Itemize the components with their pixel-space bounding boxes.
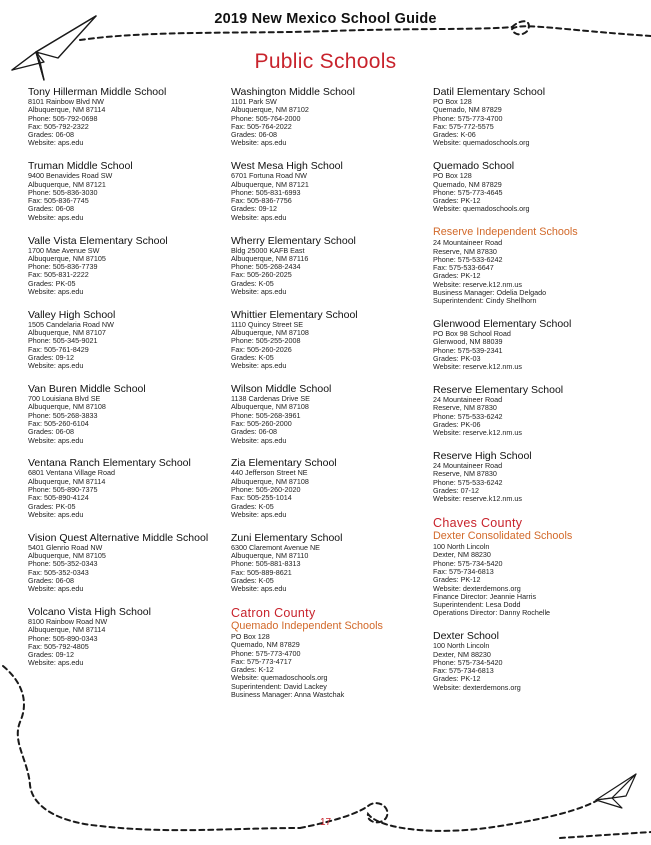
entry-detail-line: Website: aps.edu — [231, 584, 287, 594]
school-entry — [28, 383, 228, 445]
entry-detail-line: Website: aps.edu — [231, 509, 287, 519]
entry-detail-line: Phone: 575-533-6242 — [433, 411, 503, 421]
school-entry — [28, 309, 228, 371]
school-name: Zuni Elementary School — [231, 531, 343, 544]
school-entry — [28, 235, 228, 297]
entry-detail-line: Phone: 505-345-9021 — [28, 336, 98, 346]
entry-detail-line: Quemado, NM 87829 — [231, 640, 300, 650]
entry-detail-line: Finance Director: Jeannie Harris — [433, 591, 537, 601]
entry-detail-line: Fax: 575-734-6813 — [433, 566, 494, 576]
entry-detail-line: Website: aps.edu — [28, 287, 84, 297]
entry-detail-line: PO Box 98 School Road — [433, 329, 511, 339]
entry-detail-line: Grades: PK-12 — [433, 575, 481, 585]
entry-detail-line: Website: reserve.k12.nm.us — [433, 362, 522, 372]
entry-detail-line: Fax: 505-260-6104 — [28, 419, 89, 429]
entry-detail-line: Reserve, NM 87830 — [433, 469, 497, 479]
entry-detail-line: Albuquerque, NM 87105 — [28, 253, 106, 263]
entry-detail-line: Website: aps.edu — [28, 658, 84, 668]
entry-detail-line: 5401 Glenrio Road NW — [28, 542, 103, 552]
school-entry — [433, 630, 633, 692]
school-name: Tony Hillerman Middle School — [28, 86, 167, 98]
entry-detail-line: Fax: 505-836-7745 — [28, 196, 89, 206]
entry-detail-line: Grades: K-05 — [231, 278, 274, 288]
entry-detail-line: Fax: 505-831-2222 — [28, 270, 89, 280]
school-entry — [433, 450, 633, 503]
school-entry — [28, 606, 228, 668]
page-number: 17 — [319, 817, 332, 828]
district-name: Dexter Consolidated Schools — [433, 530, 573, 543]
entry-detail-line: Grades: 09-12 — [28, 650, 74, 660]
entry-detail-line: Quemado, NM 87829 — [433, 179, 502, 189]
bottom-tail — [560, 832, 651, 838]
entry-detail-line: Grades: K-05 — [231, 575, 274, 585]
entry-detail-line: Dexter, NM 88230 — [433, 550, 491, 560]
entry-detail-line: Phone: 505-764-2000 — [231, 113, 301, 123]
district-entry — [231, 620, 431, 699]
entry-detail-line: PO Box 128 — [433, 171, 472, 181]
school-name: Washington Middle School — [231, 86, 355, 98]
entry-detail-line: Reserve, NM 87830 — [433, 403, 497, 413]
district-name: Reserve Independent Schools — [433, 226, 578, 239]
column-1 — [28, 86, 228, 680]
school-name: Ventana Ranch Elementary School — [28, 457, 191, 470]
entry-detail-line: 100 North Lincoln — [433, 542, 490, 552]
entry-detail-line: Grades: 09-12 — [231, 204, 277, 214]
entry-detail-line: Fax: 505-764-2022 — [231, 121, 292, 131]
entry-detail-line: Phone: 505-836-3030 — [28, 187, 98, 197]
entry-detail-line: Website: quemadoschools.org — [433, 138, 530, 148]
entry-detail-line: Superintendent: David Lackey — [231, 681, 327, 691]
entry-detail-line: Albuquerque, NM 87116 — [231, 253, 309, 263]
entry-detail-line: Phone: 505-836-7739 — [28, 262, 98, 272]
entry-detail-line: Website: aps.edu — [28, 435, 84, 445]
entry-detail-line: Fax: 505-260-2025 — [231, 270, 292, 280]
entry-detail-line: Albuquerque, NM 87114 — [28, 625, 106, 635]
entry-detail-line: Albuquerque, NM 87107 — [28, 328, 106, 338]
school-name: Whittier Elementary School — [231, 308, 358, 321]
entry-detail-line: Phone: 575-734-5420 — [433, 657, 503, 667]
school-entry — [231, 383, 431, 445]
school-entry — [231, 457, 431, 519]
entry-detail-line: 440 Jefferson Street NE — [231, 468, 308, 478]
school-name: Truman Middle School — [28, 160, 133, 173]
school-name: Reserve Elementary School — [433, 384, 564, 397]
entry-detail-line: Fax: 575-734-6813 — [433, 666, 494, 676]
entry-detail-line: Phone: 575-533-6242 — [433, 254, 503, 264]
entry-detail-line: Phone: 575-773-4700 — [231, 648, 301, 658]
entry-detail-line: Albuquerque, NM 87105 — [28, 550, 106, 560]
school-entry — [28, 86, 228, 148]
entry-detail-line: Website: reserve.k12.nm.us — [433, 494, 522, 504]
school-name: Wilson Middle School — [231, 383, 332, 396]
entry-detail-line: Website: dexterdemons.org — [433, 682, 521, 692]
entry-detail-line: Website: dexterdemons.org — [433, 583, 521, 593]
entry-detail-line: Fax: 505-836-7756 — [231, 196, 292, 206]
entry-detail-line: Albuquerque, NM 87108 — [28, 402, 106, 412]
entry-detail-line: Business Manager: Anna Wastchak — [231, 690, 345, 700]
entry-detail-line: Grades: 07-12 — [433, 486, 479, 495]
entry-detail-line: Phone: 505-881-8313 — [231, 559, 301, 569]
school-entry — [433, 384, 633, 437]
district-entry — [433, 226, 633, 305]
entry-detail-line: Website: aps.edu — [28, 361, 84, 371]
entry-detail-line: Website: quemadoschools.org — [231, 673, 328, 683]
entry-detail-line: Website: quemadoschools.org — [433, 204, 530, 214]
guide-title: 2019 New Mexico School Guide — [214, 11, 437, 27]
school-entry — [231, 86, 431, 148]
school-name: Zia Elementary School — [231, 457, 337, 470]
entry-detail-line: Operations Director: Danny Rochelle — [433, 608, 551, 618]
entry-detail-line: Phone: 505-352-0343 — [28, 559, 98, 569]
entry-detail-line: Albuquerque, NM 87114 — [28, 476, 106, 486]
entry-detail-line: Reserve, NM 87830 — [433, 246, 497, 256]
entry-detail-line: Albuquerque, NM 87102 — [231, 105, 309, 115]
entry-detail-line: Website: aps.edu — [231, 287, 287, 297]
entry-detail-line: Phone: 505-831-6993 — [231, 187, 301, 197]
entry-detail-line: Website: aps.edu — [28, 509, 84, 519]
entry-detail-line: 1138 Cardenas Drive SE — [231, 394, 310, 404]
school-name: West Mesa High School — [231, 160, 343, 173]
entry-detail-line: Grades: 06-08 — [231, 427, 277, 437]
entry-detail-line: Website: reserve.k12.nm.us — [433, 279, 522, 289]
entry-detail-line: Fax: 505-890-4124 — [28, 493, 89, 503]
school-entry — [433, 318, 633, 371]
entry-detail-line: Grades: K-05 — [231, 353, 274, 363]
entry-detail-line: Phone: 575-773-4700 — [433, 113, 503, 123]
entry-detail-line: 9400 Benavides Road SW — [28, 171, 113, 181]
school-name: Reserve High School — [433, 450, 532, 463]
school-name: Dexter School — [433, 630, 499, 643]
school-name: Volcano Vista High School — [28, 605, 151, 618]
entry-detail-line: 1101 Park SW — [231, 97, 277, 106]
district-name: Quemado Independent Schools — [231, 619, 383, 632]
school-entry — [231, 309, 431, 371]
entry-detail-line: Albuquerque, NM 87108 — [231, 476, 309, 486]
school-entry — [433, 86, 633, 148]
school-name: Datil Elementary School — [433, 86, 546, 98]
entry-detail-line: Grades: 06-08 — [28, 575, 74, 585]
entry-detail-line: Website: aps.edu — [28, 584, 84, 594]
entry-detail-line: Phone: 575-539-2341 — [433, 345, 503, 355]
column-3 — [433, 86, 633, 705]
school-entry — [28, 532, 228, 594]
entry-detail-line: 6300 Claremont Avenue NE — [231, 542, 320, 552]
entry-detail-line: Phone: 505-255-2008 — [231, 336, 301, 346]
entry-detail-line: Website: reserve.k12.nm.us — [433, 428, 522, 438]
entry-detail-line: Fax: 575-533-6647 — [433, 263, 494, 273]
entry-detail-line: Website: aps.edu — [231, 212, 287, 222]
entry-detail-line: Phone: 505-268-3961 — [231, 410, 301, 420]
entry-detail-line: Grades: K-12 — [231, 665, 274, 675]
entry-detail-line: Dexter, NM 88230 — [433, 649, 491, 659]
entry-detail-line: Website: aps.edu — [231, 138, 287, 148]
entry-detail-line: Fax: 505-260-2000 — [231, 419, 292, 429]
county-heading: Chaves County — [433, 516, 523, 531]
entry-detail-line: PO Box 128 — [433, 97, 472, 106]
entry-detail-line: 24 Mountaineer Road — [433, 238, 503, 248]
entry-detail-line: Website: aps.edu — [231, 435, 287, 445]
entry-detail-line: Grades: PK-12 — [433, 271, 481, 281]
entry-detail-line: Phone: 575-773-4645 — [433, 187, 503, 197]
entry-detail-line: Phone: 505-792-0698 — [28, 113, 98, 123]
entry-detail-line: Website: aps.edu — [28, 212, 84, 222]
entry-detail-line: Grades: PK-12 — [433, 674, 481, 684]
entry-detail-line: Grades: PK-03 — [433, 354, 481, 364]
entry-detail-line: 24 Mountaineer Road — [433, 461, 503, 471]
school-entry — [231, 160, 431, 222]
entry-detail-line: 8100 Rainbow Road NW — [28, 616, 108, 626]
entry-detail-line: Website: aps.edu — [28, 138, 84, 148]
entry-detail-line: Grades: 06-08 — [231, 130, 277, 140]
school-entry — [231, 532, 431, 594]
school-name: Van Buren Middle School — [28, 383, 146, 396]
entry-detail-line: Phone: 505-260-2020 — [231, 485, 301, 494]
entry-detail-line: Glenwood, NM 88039 — [433, 337, 503, 347]
entry-detail-line: Grades: K-05 — [231, 501, 274, 511]
entry-detail-line: 700 Louisiana Blvd SE — [28, 394, 101, 404]
entry-detail-line: Fax: 505-260-2026 — [231, 344, 292, 354]
entry-detail-line: Grades: PK-12 — [433, 196, 481, 206]
entry-detail-line: Grades: PK-05 — [28, 501, 76, 511]
entry-detail-line: Phone: 575-533-6242 — [433, 477, 503, 487]
entry-detail-line: 1505 Candelaria Road NW — [28, 319, 114, 329]
entry-detail-line: Grades: 06-08 — [28, 204, 74, 214]
entry-detail-line: Superintendent: Lesa Dodd — [433, 600, 521, 610]
entry-detail-line: Albuquerque, NM 87121 — [231, 179, 309, 189]
entry-detail-line: 1700 Mae Avenue SW — [28, 245, 100, 255]
entry-detail-line: Fax: 505-792-4805 — [28, 641, 89, 651]
entry-detail-line: Superintendent: Cindy Shellhorn — [433, 296, 537, 306]
entry-detail-line: Grades: 09-12 — [28, 353, 74, 363]
entry-detail-line: Fax: 505-889-8621 — [231, 567, 292, 577]
entry-detail-line: PO Box 128 — [231, 631, 270, 641]
entry-detail-line: Website: aps.edu — [231, 361, 287, 371]
entry-detail-line: Albuquerque, NM 87114 — [28, 105, 106, 115]
entry-detail-line: Business Manager: Odelia Delgado — [433, 288, 547, 298]
entry-detail-line: Fax: 505-792-2322 — [28, 121, 89, 131]
entry-detail-line: 6701 Fortuna Road NW — [231, 171, 307, 181]
entry-detail-line: Albuquerque, NM 87108 — [231, 328, 309, 338]
entry-detail-line: 6801 Ventana Village Road — [28, 468, 115, 478]
district-entry — [433, 530, 633, 618]
entry-detail-line: Phone: 505-268-2434 — [231, 262, 301, 272]
entry-detail-line: Grades: 06-08 — [28, 427, 74, 437]
school-name: Vision Quest Alternative Middle School — [28, 531, 209, 544]
entry-detail-line: Albuquerque, NM 87121 — [28, 179, 106, 189]
entry-detail-line: Fax: 505-761-8429 — [28, 344, 89, 354]
entry-detail-line: Grades: PK-05 — [28, 278, 76, 288]
entry-detail-line: Fax: 505-255-1014 — [231, 493, 292, 503]
school-entry — [28, 160, 228, 222]
school-entry — [231, 235, 431, 297]
entry-detail-line: Phone: 505-890-7375 — [28, 485, 98, 494]
entry-detail-line: 24 Mountaineer Road — [433, 395, 503, 405]
county-heading: Catron County — [231, 605, 316, 620]
school-entry — [433, 160, 633, 213]
top-flight-path — [80, 27, 512, 40]
entry-detail-line: Fax: 505-352-0343 — [28, 567, 89, 577]
entry-detail-line: 100 North Lincoln — [433, 641, 490, 651]
entry-detail-line: Phone: 505-268-3833 — [28, 410, 98, 420]
entry-detail-line: Fax: 575-773-4717 — [231, 656, 292, 666]
column-2 — [231, 86, 431, 712]
entry-detail-line: 1110 Quincy Street SE — [231, 319, 304, 329]
entry-detail-line: Albuquerque, NM 87108 — [231, 402, 309, 412]
school-name: Quemado School — [433, 160, 515, 173]
school-name: Wherry Elementary School — [231, 234, 356, 247]
school-name: Valley High School — [28, 308, 116, 321]
entry-detail-line: 8101 Rainbow Blvd NW — [28, 97, 104, 106]
entry-detail-line: Quemado, NM 87829 — [433, 105, 502, 115]
entry-detail-line: Grades: PK-06 — [433, 420, 481, 430]
entry-detail-line: Phone: 575-734-5420 — [433, 558, 503, 568]
section-title: Public Schools — [254, 50, 397, 73]
entry-detail-line: Bldg 25000 KAFB East — [231, 245, 305, 255]
school-name: Glenwood Elementary School — [433, 318, 572, 331]
entry-detail-line: Fax: 575-772-5575 — [433, 121, 494, 131]
school-name: Valle Vista Elementary School — [28, 234, 168, 247]
entry-detail-line: Phone: 505-890-0343 — [28, 633, 98, 643]
entry-detail-line: Grades: 06-08 — [28, 130, 74, 140]
entry-detail-line: Albuquerque, NM 87110 — [231, 550, 309, 560]
entry-detail-line: Grades: K-06 — [433, 130, 476, 140]
paper-airplane-small-icon — [596, 774, 636, 808]
school-entry — [28, 457, 228, 519]
